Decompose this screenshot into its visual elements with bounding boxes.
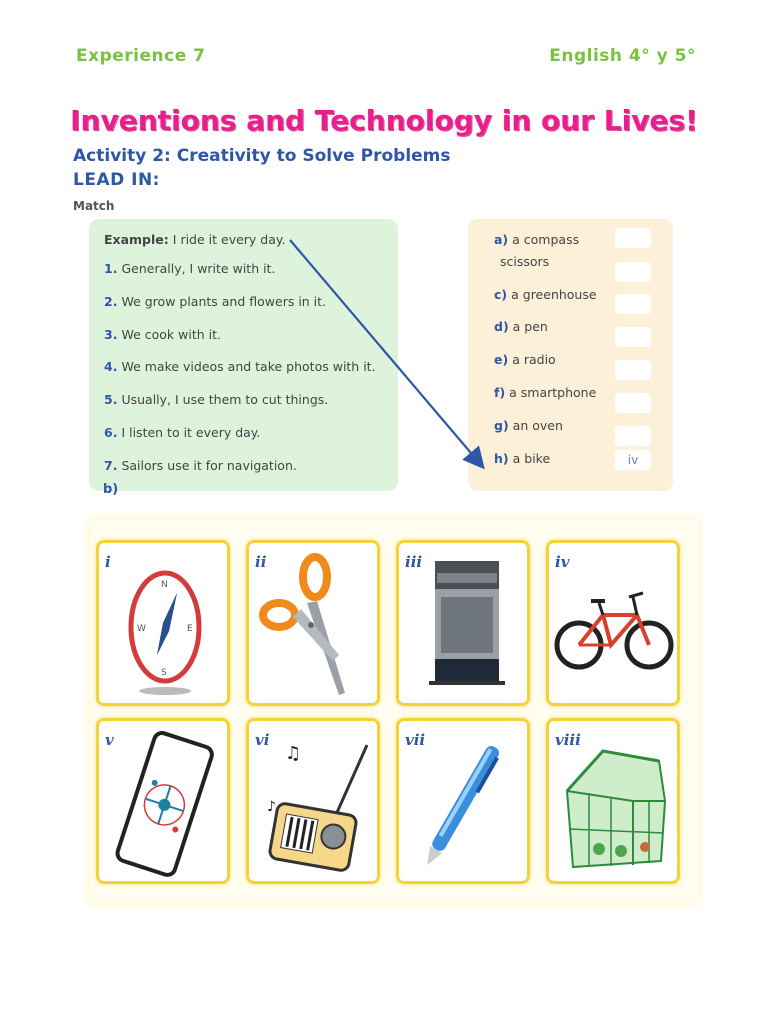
question-item: 6. I listen to it every day. xyxy=(104,425,261,440)
lead-in-heading: LEAD IN: xyxy=(73,170,160,190)
option-item: e) a radio xyxy=(494,352,556,367)
pen-icon xyxy=(399,721,527,881)
option-item-continued: scissors xyxy=(500,254,550,269)
activity-heading: Activity 2: Creativity to Solve Problems xyxy=(73,146,451,166)
bike-icon xyxy=(549,543,677,703)
option-item: g) an oven xyxy=(494,418,563,433)
picture-card-compass: i N S W E xyxy=(96,540,230,706)
picture-card-oven: iii xyxy=(396,540,530,706)
svg-text:S: S xyxy=(161,668,167,678)
svg-text:W: W xyxy=(137,624,146,634)
option-item: c) a greenhouse xyxy=(494,287,597,302)
svg-text:♪: ♪ xyxy=(267,799,276,815)
question-item: 3. We cook with it. xyxy=(104,327,221,342)
svg-text:♫: ♫ xyxy=(285,743,302,764)
example-sentence: Example: I ride it every day. xyxy=(104,232,286,247)
option-item: f) a smartphone xyxy=(494,385,597,400)
instruction-label: Match xyxy=(73,199,115,213)
experience-label: Experience 7 xyxy=(76,46,206,66)
smartphone-icon xyxy=(99,721,227,881)
picture-card-scissors: ii xyxy=(246,540,380,706)
pictures-panel xyxy=(90,519,698,903)
svg-text:E: E xyxy=(187,624,193,634)
question-item: 7. Sailors use it for navigation. xyxy=(104,458,297,473)
option-item: a) a compass xyxy=(494,232,580,247)
answer-field[interactable]: iv xyxy=(615,450,651,470)
question-item: 2. We grow plants and flowers in it. xyxy=(104,294,327,309)
question-item: 5. Usually, I use them to cut things. xyxy=(104,392,329,407)
picture-card-smartphone: v xyxy=(96,718,230,884)
picture-card-radio: vi ♫ ♪ xyxy=(246,718,380,884)
greenhouse-icon xyxy=(549,721,677,881)
scissors-icon xyxy=(249,543,377,703)
option-item: d) a pen xyxy=(494,319,548,334)
course-label: English 4° y 5° xyxy=(549,46,696,66)
radio-icon xyxy=(249,721,377,881)
question-item: 4. We make videos and take photos with it. xyxy=(104,359,376,374)
stray-option-letter: b) xyxy=(103,482,119,497)
picture-card-greenhouse: viii xyxy=(546,718,680,884)
compass-icon xyxy=(99,543,227,703)
svg-text:N: N xyxy=(161,580,168,590)
oven-icon xyxy=(399,543,527,703)
page-title: Inventions and Technology in our Lives! xyxy=(70,104,698,137)
picture-card-bike: iv xyxy=(546,540,680,706)
picture-card-pen: vii xyxy=(396,718,530,884)
question-item: 1. Generally, I write with it. xyxy=(104,261,276,276)
option-item: h) a bike xyxy=(494,451,551,466)
